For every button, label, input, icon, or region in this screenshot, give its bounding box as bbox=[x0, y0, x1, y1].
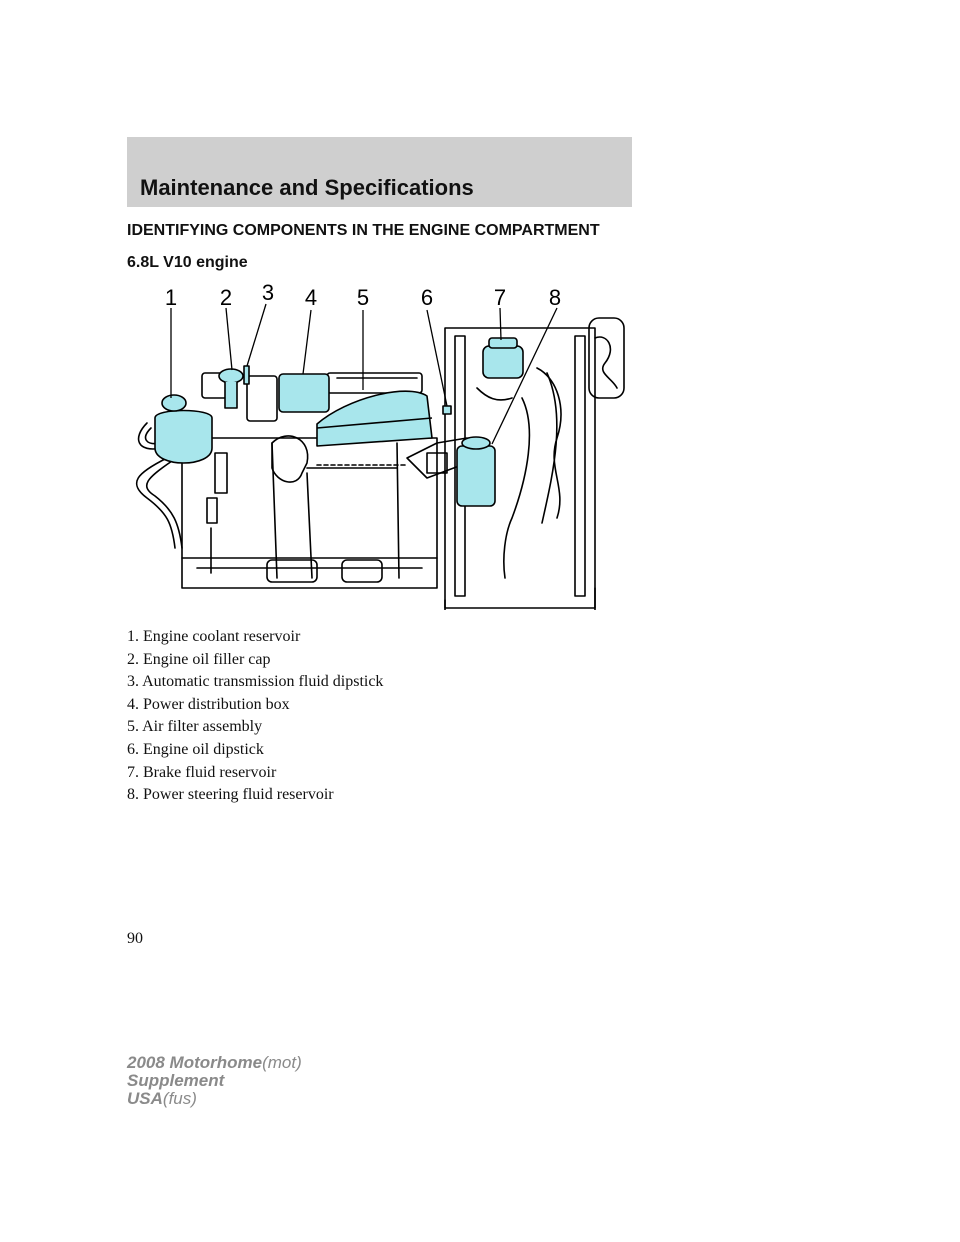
footer-model-code: (mot) bbox=[262, 1053, 302, 1072]
legend-item: 4. Power distribution box bbox=[127, 695, 290, 713]
engine-subheading: 6.8L V10 engine bbox=[127, 254, 248, 271]
callout-1: 1 bbox=[164, 285, 178, 310]
footer-model: 2008 Motorhome bbox=[127, 1053, 263, 1072]
legend-item: 8. Power steering fluid reservoir bbox=[127, 786, 334, 804]
legend-item: 7. Brake fluid reservoir bbox=[127, 763, 277, 781]
footer-market-code: (fus) bbox=[162, 1089, 197, 1108]
callout-8: 8 bbox=[548, 285, 562, 310]
legend-item: 2. Engine oil filler cap bbox=[127, 650, 271, 668]
footer-market: USA bbox=[127, 1089, 163, 1108]
page-number: 90 bbox=[127, 930, 143, 947]
callout-3: 3 bbox=[261, 280, 275, 305]
callout-5: 5 bbox=[356, 285, 370, 310]
callout-7: 7 bbox=[493, 285, 507, 310]
legend-item: 1. Engine coolant reservoir bbox=[127, 628, 301, 645]
callout-4: 4 bbox=[304, 285, 318, 310]
component-legend bbox=[127, 626, 383, 807]
page-header-title: Maintenance and Specifications bbox=[140, 175, 474, 200]
footer-supplement: Supplement bbox=[127, 1071, 225, 1090]
legend-item: 3. Automatic transmission fluid dipstick bbox=[127, 673, 384, 691]
legend-item: 5. Air filter assembly bbox=[127, 718, 263, 736]
engine-compartment-diagram bbox=[127, 278, 632, 610]
footer bbox=[127, 1054, 302, 1108]
header-band bbox=[127, 137, 632, 207]
callout-6: 6 bbox=[420, 285, 434, 310]
section-heading: IDENTIFYING COMPONENTS IN THE ENGINE COMPARTMENT bbox=[127, 222, 600, 239]
callout-2: 2 bbox=[219, 285, 233, 310]
legend-item: 6. Engine oil dipstick bbox=[127, 740, 264, 758]
